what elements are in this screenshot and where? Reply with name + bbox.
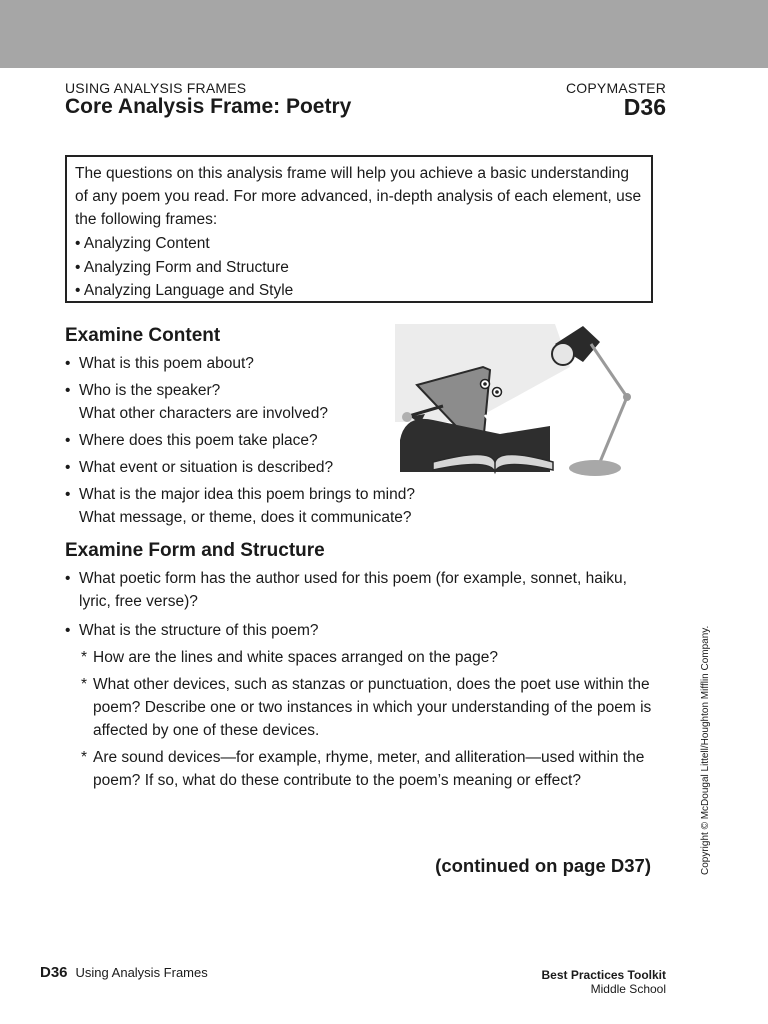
sub-question-item: * Are sound devices—for example, rhyme, meter, and alliteration—used within the poem? If so, what do these contribute to the poem’s meaning or effect? [79,746,655,792]
page-title: Core Analysis Frame: Poetry [65,95,352,118]
frame-item: • Analyzing Language and Style [75,282,294,299]
question-text: Where does this poem take place? [79,432,318,449]
footer-left [40,964,208,981]
continued-note: (continued on page D37) [435,855,651,876]
question-item [65,429,395,452]
question-item [65,483,459,529]
footer-right [542,968,667,996]
footer-section: Using Analysis Frames [75,965,208,980]
footer-page-number: D36 [40,964,68,981]
question-text: What poetic form has the author used for this poem (for example, sonnet, haiku, lyric, free verse)? [79,570,627,610]
question-text: What is the structure of this poem? [79,622,319,639]
desk-lamp-icon [552,326,631,476]
reader-with-lamp-illustration [395,322,640,482]
frame-item: • Analyzing Content [75,235,210,252]
frames-list [75,232,643,303]
question-subtext: What other characters are involved? [79,405,328,422]
question-item [65,379,395,425]
footer-level: Middle School [590,982,666,996]
question-item [65,567,655,613]
question-text: What event or situation is described? [79,459,334,476]
form-question-list [65,567,655,796]
copyright-notice: Copyright © McDougal Littell/Houghton Mifflin Company. [700,625,711,875]
top-gray-band [0,0,768,68]
examine-content-heading: Examine Content [65,325,221,346]
copymaster-label: COPYMASTER [565,80,666,96]
question-item [65,352,395,375]
intro-text: The questions on this analysis frame will help you achieve a basic understanding of any poem you read. For more advanced, in-depth analysis of each element, use the following frames: [75,165,642,228]
content-question-list [65,352,415,533]
series-label: USING ANALYSIS FRAMES [65,80,247,96]
question-item [65,619,655,792]
intro-box [65,155,653,303]
question-subtext: What message, or theme, does it communicate? [79,509,412,526]
question-text: • Who is the speaker? [79,382,221,399]
structure-sub-list [79,646,655,792]
sub-question-item: * What other devices, such as stanzas or punctuation, does the poet use within the poem? Describe one or two instances in which your understanding of the poem is affected by one of these devices. [79,673,655,742]
copymaster-code: D36 [623,94,666,120]
question-item [65,456,395,479]
footer-book-title: Best Practices Toolkit [541,968,666,982]
question-text: • What is the major idea this poem brings to mind? [79,486,415,503]
frame-item: • Analyzing Form and Structure [75,258,289,276]
sub-question-item: * How are the lines and white spaces arranged on the page? [79,646,655,669]
question-text: What is this poem about? [79,355,254,372]
examine-form-heading: Examine Form and Structure [65,540,325,561]
